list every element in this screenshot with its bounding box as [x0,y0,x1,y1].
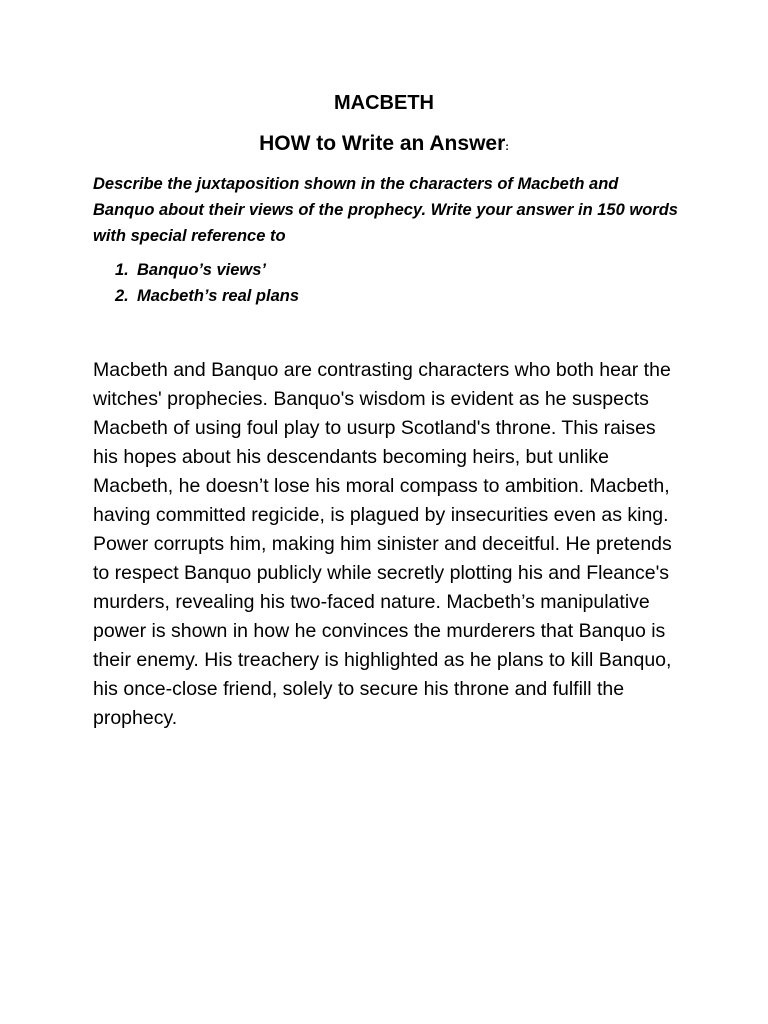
document-title: MACBETH [334,92,434,114]
subtitle-colon: : [505,141,509,153]
list-item [93,283,653,309]
document-subtitle [0,130,768,161]
list-item-text: Macbeth’s real plans [137,287,300,305]
list-item-text: Banquo’s views’ [137,261,266,279]
list-item-number: 2. [115,287,129,305]
question-prompt: Describe the juxtaposition shown in the characters of Macbeth and Banquo about their views of the prophecy. Write your answer in 150 words with special reference to [93,175,678,245]
list-item [93,257,653,283]
list-item-number: 1. [115,261,129,279]
prompt-list [93,257,653,309]
answer-paragraph: Macbeth and Banquo are contrasting characters who both hear the witches' prophecies. Banquo's wisdom is evident as he suspects Macbeth of using foul play to usurp Scotland's throne. This raises his hopes about his descendants becoming heirs, but unlike Macbeth, he doesn’t lose his moral compass to ambition. Macbeth, having committed regicide, is plagued by insecurities even as king. Power corrupts him, making him sinister and deceitful. He pretends to respect Banquo publicly while secretly plotting his and Fleance's murders, revealing his two-faced nature. Macbeth’s manipulative power is shown in how he convinces the murderers that Banquo is their enemy. His treachery is highlighted as he plans to kill Banquo, his once-close friend, solely to secure his throne and fulfill the prophecy. [93,359,672,729]
subtitle-text: HOW to Write an Answer [259,132,506,155]
